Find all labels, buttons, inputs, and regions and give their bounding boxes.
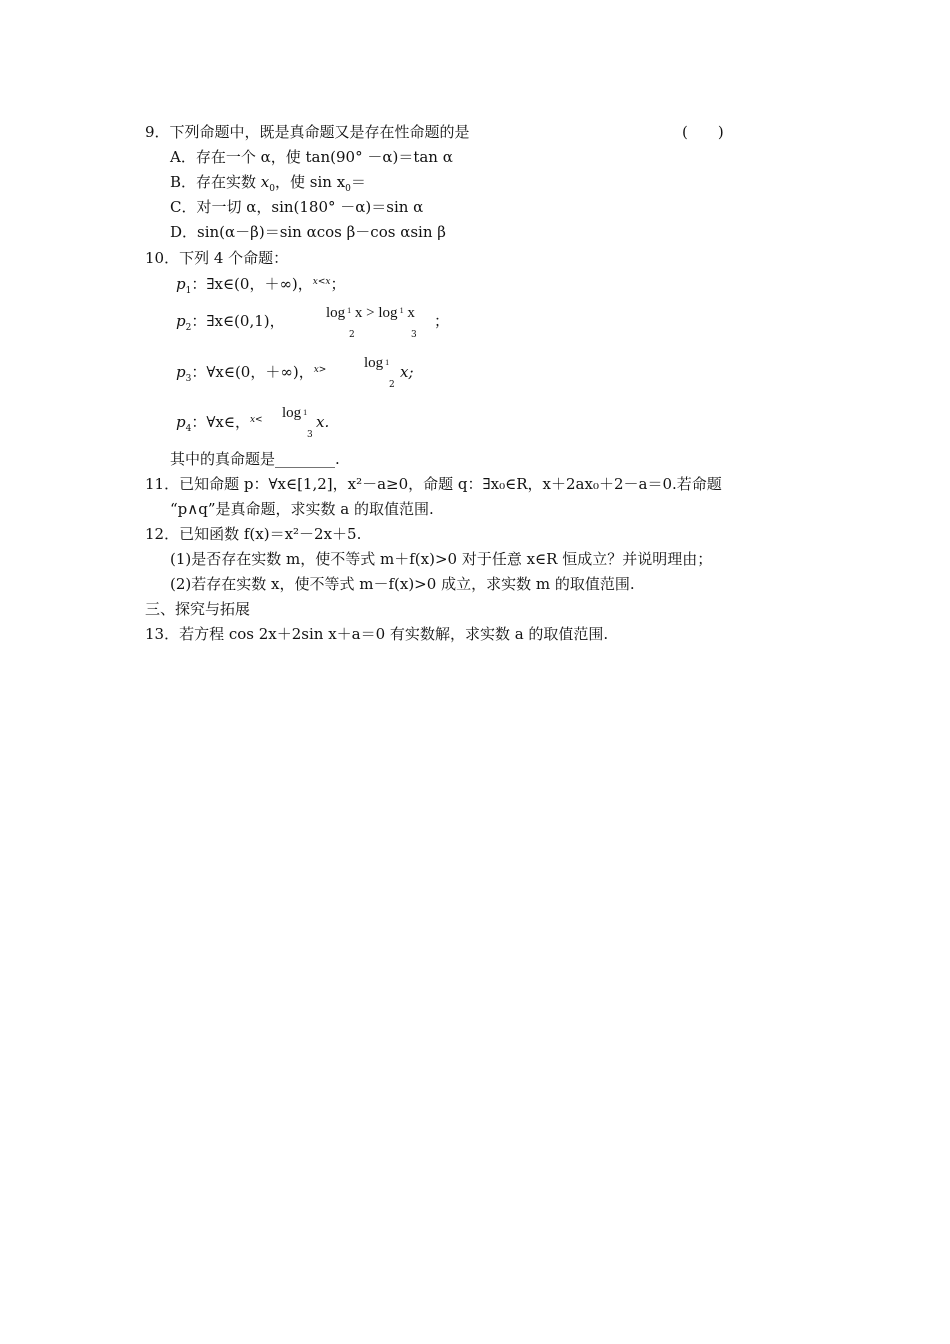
q11-line-1: 11．已知命题 p：∀x∈[1,2]，x²－a≥0，命题 q：∃x₀∈R，x＋2ax₀＋2－a＝0.若命题 (145, 475, 722, 493)
q10-answer-blank: 其中的真命题是________. (170, 450, 340, 468)
q10-p3-base: 2 (389, 380, 395, 390)
q10-p2-base-1: 2 (349, 330, 355, 340)
q12-part-2: (2)若存在实数 x，使不等式 m－f(x)>0 成立，求实数 m 的取值范围. (170, 575, 635, 593)
q10-p4: $p_4$：∀x∈，$^{x<}$ (176, 413, 263, 434)
q10-p2-base-2: 3 (411, 330, 417, 340)
q10-p4-base: 3 (307, 430, 313, 440)
q10-p2-end: ； (434, 312, 450, 330)
q13-text: 13．若方程 cos 2x＋2sin x＋a＝0 有实数解，求实数 a 的取值范围. (145, 625, 609, 643)
q10-p1: $p_1$：∃x∈(0，＋∞)，$^{x<x}$； (176, 275, 346, 296)
q9-answer-paren: ( ) (682, 123, 724, 141)
q9-option-c: C．对一切 α，sin(180° －α)＝sin α (170, 198, 424, 216)
q12-stem: 12．已知函数 f(x)＝x²－2x＋5. (145, 525, 362, 543)
q10-p2: $p_2$：∃x∈(0,1)， (176, 312, 285, 333)
q9-option-a: A．存在一个 α，使 tan(90° －α)＝tan α (170, 148, 453, 166)
q10-p4-log: log 1 (282, 405, 308, 421)
q10-p4-end: x. (316, 413, 330, 431)
q10-stem: 10．下列 4 个命题： (145, 249, 289, 267)
q9-stem: 9．下列命题中，既是真命题又是存在性命题的是 (145, 123, 470, 141)
q10-p3-end: x; (400, 363, 414, 381)
q9-option-b: B．存在实数 $x_0$，使 $\sin x_0=$ (170, 173, 366, 194)
q12-part-1: (1)是否存在实数 m，使不等式 m＋f(x)>0 对于任意 x∈R 恒成立？并说明理由； (170, 550, 713, 568)
q11-line-2: “p∧q”是真命题，求实数 a 的取值范围. (170, 500, 434, 518)
q9-option-d: D．sin(α－β)＝sin αcos β－cos αsin β (170, 223, 446, 241)
section-heading: 三、探究与拓展 (145, 600, 251, 618)
q10-p2-log-expr: log $^1$ x > log $^1$ x (326, 305, 415, 321)
q10-p3: $p_3$：∀x∈(0，＋∞)，$^{x>}$ (176, 363, 327, 384)
q10-p3-log: log 1 (364, 355, 390, 371)
